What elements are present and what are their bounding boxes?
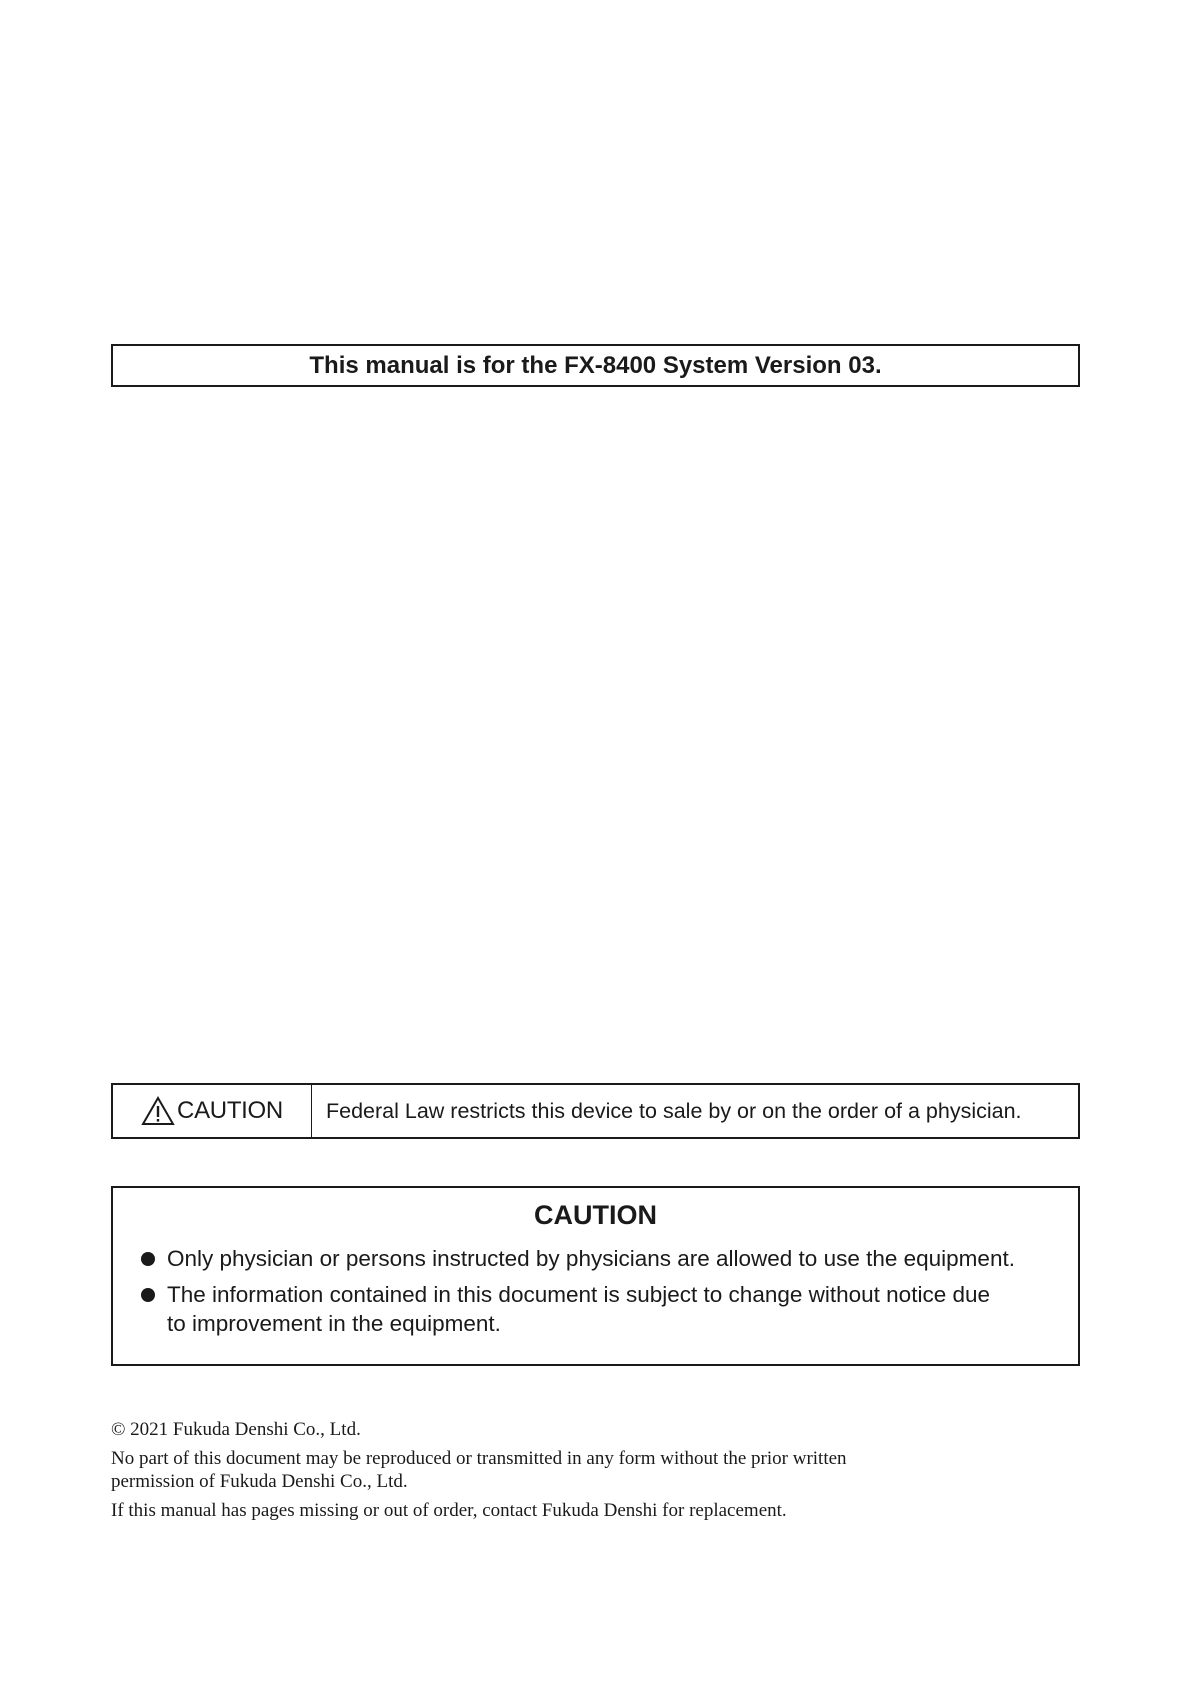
bullet-icon <box>141 1252 155 1266</box>
caution-item <box>141 1244 1078 1273</box>
caution-item-line: to improvement in the equipment. <box>167 1311 501 1336</box>
caution-list <box>141 1244 1078 1345</box>
caution-item-line: The information contained in this document is subject to change without notice due <box>167 1282 990 1307</box>
caution-label-cell <box>113 1085 312 1137</box>
replacement-notice: If this manual has pages missing or out of order, contact Fukuda Denshi for replacement. <box>111 1500 787 1521</box>
version-notice-text: This manual is for the FX-8400 System Version 03. <box>309 351 882 379</box>
caution-label: CAUTION <box>177 1097 283 1124</box>
federal-law-caution-box <box>111 1083 1080 1139</box>
bullet-icon <box>141 1288 155 1302</box>
caution-box <box>111 1186 1080 1366</box>
copyright-footer <box>111 1418 1071 1528</box>
copyright-line: © 2021 Fukuda Denshi Co., Ltd. <box>111 1419 361 1440</box>
warning-triangle-icon <box>141 1096 175 1126</box>
version-notice-box <box>111 344 1080 387</box>
reproduction-notice <box>111 1447 1071 1493</box>
reproduction-line: permission of Fukuda Denshi Co., Ltd. <box>111 1471 408 1492</box>
federal-law-text: Federal Law restricts this device to sale by or on the order of a physician. <box>326 1098 1022 1123</box>
caution-item-line: Only physician or persons instructed by physicians are allowed to use the equipment. <box>167 1246 1015 1271</box>
caution-title: CAUTION <box>534 1200 657 1230</box>
reproduction-line: No part of this document may be reproduced or transmitted in any form without the prior written <box>111 1448 847 1469</box>
caution-item <box>141 1280 1078 1338</box>
